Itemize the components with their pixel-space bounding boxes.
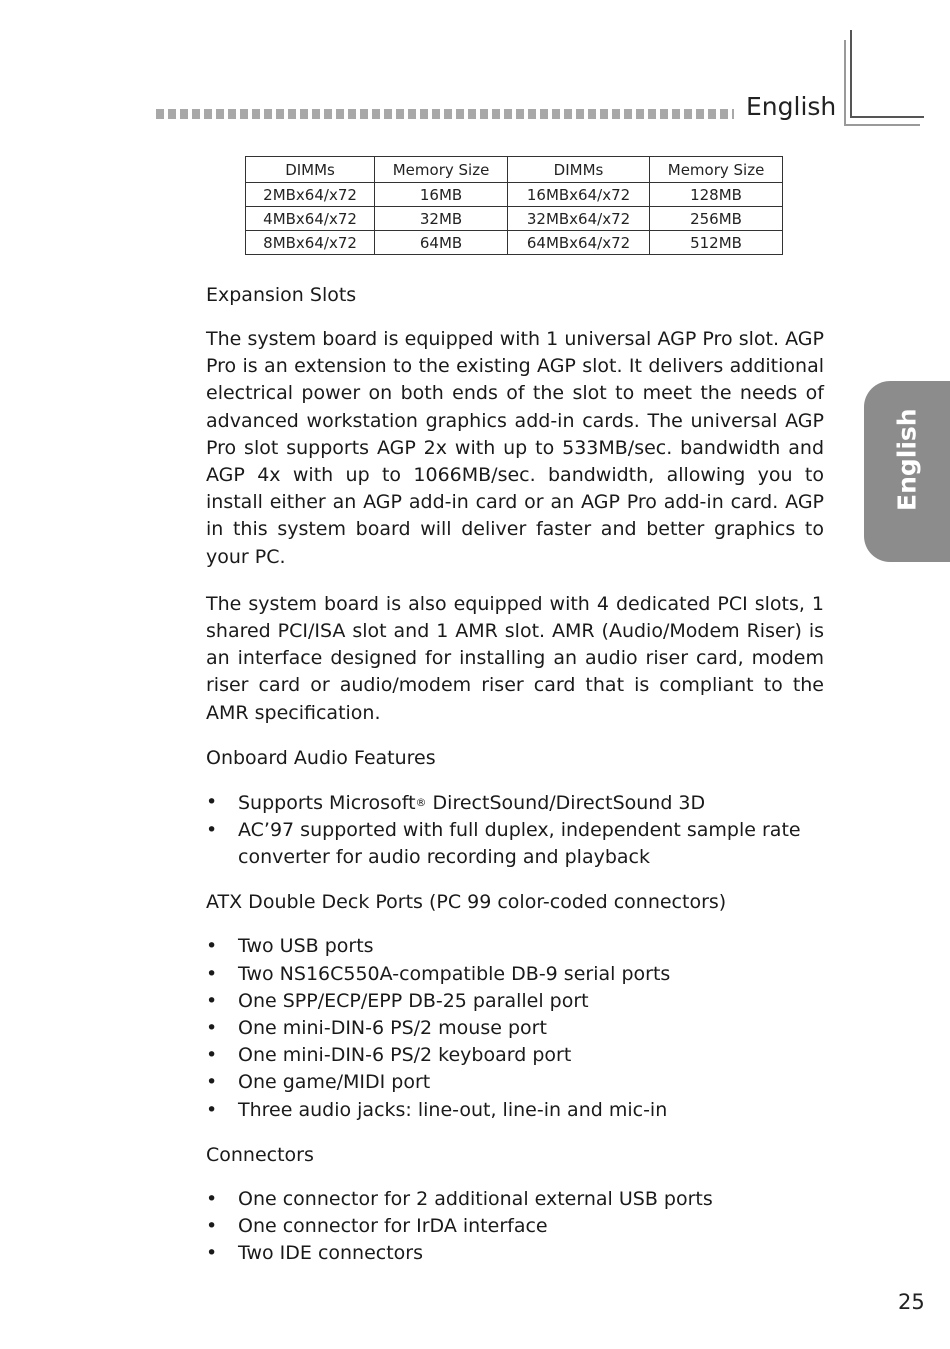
atx-ports-list (206, 933, 824, 1123)
table-cell: 128MB (650, 183, 783, 207)
list-item-text: One game/MIDI port (238, 1071, 431, 1094)
expansion-paragraph: The system board is equipped with 1 universal AGP Pro slot. AGP Pro is an extension to the existing AGP slot. It delivers additional electrical power on both ends of the slot to meet the needs of advanced workstation graphics add-in cards. The universal AGP Pro slot supports AGP 2x with up to 533MB/sec. bandwidth and AGP 4x with up to 1066MB/sec. bandwidth, allowing you to install either an AGP add-in card or an AGP Pro add-in card. AGP in this system board will deliver faster and better graphics to your PC. (206, 328, 824, 568)
list-item (206, 933, 824, 960)
list-item (206, 1186, 824, 1213)
table-cell: 4MBx64/x72 (246, 207, 375, 231)
page-content (206, 284, 824, 1287)
list-item-text: Two USB ports (238, 935, 374, 958)
bullet-icon: • (206, 790, 218, 813)
list-item (206, 817, 824, 871)
bullet-icon: • (206, 1044, 218, 1067)
list-item-text: One connector for IrDA interface (238, 1215, 548, 1238)
list-item-text: One connector for 2 additional external USB ports (238, 1187, 713, 1210)
column-header: DIMMs (507, 157, 649, 183)
bullet-icon: • (206, 989, 218, 1012)
table-cell: 16MBx64/x72 (507, 183, 649, 207)
connectors-list (206, 1186, 824, 1268)
list-item-text: One mini-DIN-6 PS/2 mouse port (238, 1017, 547, 1040)
table-cell: 2MBx64/x72 (246, 183, 375, 207)
table-row (246, 231, 783, 255)
page-number: 25 (898, 1290, 925, 1314)
bullet-icon: • (206, 1187, 218, 1210)
bullet-icon: • (206, 1215, 218, 1238)
list-item-text: Supports Microsoft (238, 791, 416, 814)
list-item (206, 1042, 824, 1069)
bullet-icon: • (206, 819, 218, 842)
list-item-text: Two NS16C550A-compatible DB-9 serial ports (238, 962, 671, 985)
list-item-text: One mini-DIN-6 PS/2 keyboard port (238, 1044, 572, 1067)
column-header: Memory Size (375, 157, 508, 183)
table-cell: 64MBx64/x72 (507, 231, 649, 255)
corner-bracket-line (850, 30, 852, 116)
bullet-icon: • (206, 962, 218, 985)
table-cell: 16MB (375, 183, 508, 207)
list-item-text: One SPP/ECP/EPP DB-25 parallel port (238, 989, 589, 1012)
list-item (206, 1015, 824, 1042)
list-item (206, 1069, 824, 1096)
memory-size-table (245, 156, 783, 255)
table-cell: 32MBx64/x72 (507, 207, 649, 231)
table-cell: 256MB (650, 207, 783, 231)
table-row (246, 183, 783, 207)
table-row (246, 207, 783, 231)
audio-features-list (206, 789, 824, 872)
expansion-slots-heading: Expansion Slots (206, 284, 357, 306)
header-dotted-rule (156, 109, 734, 119)
list-item (206, 789, 824, 817)
atx-ports-heading: ATX Double Deck Ports (PC 99 color-coded connectors) (206, 891, 727, 914)
list-item-text: DirectSound/DirectSound 3D (426, 791, 706, 814)
connectors-heading: Connectors (206, 1143, 314, 1166)
table-cell: 8MBx64/x72 (246, 231, 375, 255)
bullet-icon: • (206, 1071, 218, 1094)
list-item (206, 961, 824, 988)
registered-mark: ® (415, 795, 427, 809)
column-header: DIMMs (246, 157, 375, 183)
table-cell: 32MB (375, 207, 508, 231)
bullet-icon: • (206, 1098, 218, 1121)
list-item-text: AC’97 supported with full duplex, independent sample rate converter for audio recording and playback (238, 819, 801, 869)
table-cell: 64MB (375, 231, 508, 255)
corner-bracket-line (850, 116, 924, 118)
list-item-text: Three audio jacks: line-out, line-in and mic-in (238, 1098, 668, 1121)
list-item (206, 988, 824, 1015)
column-header: Memory Size (650, 157, 783, 183)
bullet-icon: • (206, 1242, 218, 1265)
corner-bracket-line (844, 40, 846, 126)
list-item (206, 1213, 824, 1240)
list-item-text: Two IDE connectors (238, 1242, 424, 1265)
bullet-icon: • (206, 1017, 218, 1040)
list-item (206, 1097, 824, 1124)
list-item (206, 1240, 824, 1267)
side-tab-label: English (892, 408, 922, 511)
table-header-row (246, 157, 783, 183)
audio-features-heading: Onboard Audio Features (206, 746, 436, 769)
header-title: English (746, 92, 837, 121)
corner-bracket-line (844, 124, 920, 126)
bullet-icon: • (206, 935, 218, 958)
expansion-paragraph: The system board is also equipped with 4 dedicated PCI slots, 1 shared PCI/ISA slot and 1 AMR slot. AMR (Audio/Modem Riser) is an interface designed for installing an audio riser card, modem riser card or audio/modem riser card that is compliant to the AMR specification. (206, 592, 824, 724)
table-cell: 512MB (650, 231, 783, 255)
